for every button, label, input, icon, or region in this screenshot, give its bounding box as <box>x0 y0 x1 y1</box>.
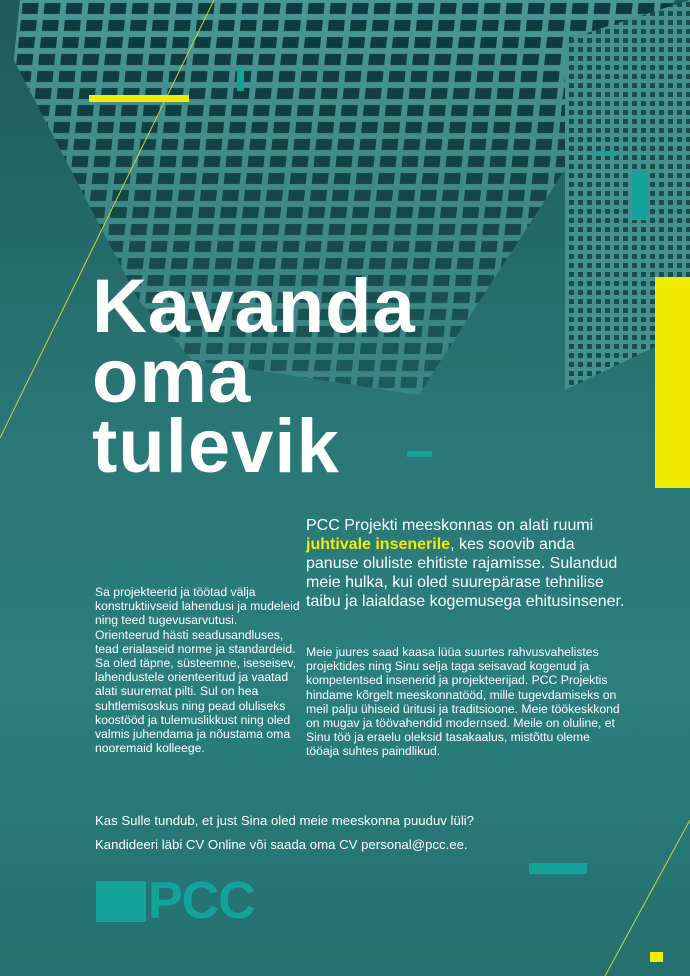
cta-apply: Kandideeri läbi CV Online või saada oma CV personal@pcc.ee. <box>95 837 468 852</box>
headline-line-2: oma <box>92 334 252 419</box>
accent-bar-teal-top <box>237 67 244 91</box>
accent-bar-yellow-right <box>655 277 690 488</box>
headline-line-1: Kavanda <box>92 264 416 349</box>
pcc-logo <box>96 872 255 930</box>
diagonal-line-right <box>605 820 690 976</box>
accent-bar-teal-tall <box>632 172 647 220</box>
company-offer-text: Meie juures saad kaasa lüüa suurtes rahvusvahelistes projektides ning Sinu selja taga seisavad kogenud ja kompetentsed insenerid ja projekteerijad. PCC Projektis hindame kõrgelt meeskonnatööd, mille tugevdamiseks on meil palju ühiseid üritusi ja traditsioone. Meie töökeskkond on mugav ja töövahendid modernsed. Meile on oluline, et Sinu töö ja eraelu oleksid tasakaalus, mistõttu oleme tööaja suhtes paindlikud. <box>306 645 620 759</box>
accent-bar-teal-short <box>593 151 617 156</box>
candidate-profile-text: Sa projekteerid ja töötad välja konstruktiivseid lahendusi ja mudeleid ning teed tugevusarvutusi. Orienteerud hästi seadusandluses, tead erialaseid norme ja standardeid. Sa oled täpne, süsteemne, iseseisev, lahendustele orienteeritud ja vaatad alati suuremat pilti. Sul on hea suhtlemisoskus ning pead oluliseks koostööd ja tulemuslikkust ning oled valmis juhendama ja nõustama oma nooremaid kolleege. <box>95 585 300 756</box>
intro-text-after: , kes soovib anda panuse oluliste ehitiste rajamisse. Sulandud meie hulka, kui oled suurepärase tehnilise taibu ja laialdase kogemusega ehitusinsener. <box>306 536 625 610</box>
intro-highlight: juhtivale insenerile <box>306 536 451 553</box>
accent-bar-teal-bottom <box>529 863 587 874</box>
logo-square-icon <box>96 881 146 922</box>
headline-line-3: tulevik <box>92 404 340 489</box>
intro-text-before: PCC Projekti meeskonnas on alati ruumi <box>306 517 594 534</box>
accent-square-yellow-bottom <box>650 952 663 962</box>
logo-text: PCC <box>148 872 255 930</box>
intro-paragraph <box>306 516 626 611</box>
headline <box>92 264 416 489</box>
accent-bar-yellow-top <box>89 95 189 102</box>
cta-question: Kas Sulle tundub, et just Sina oled meie meeskonna puuduv lüli? <box>95 813 475 828</box>
